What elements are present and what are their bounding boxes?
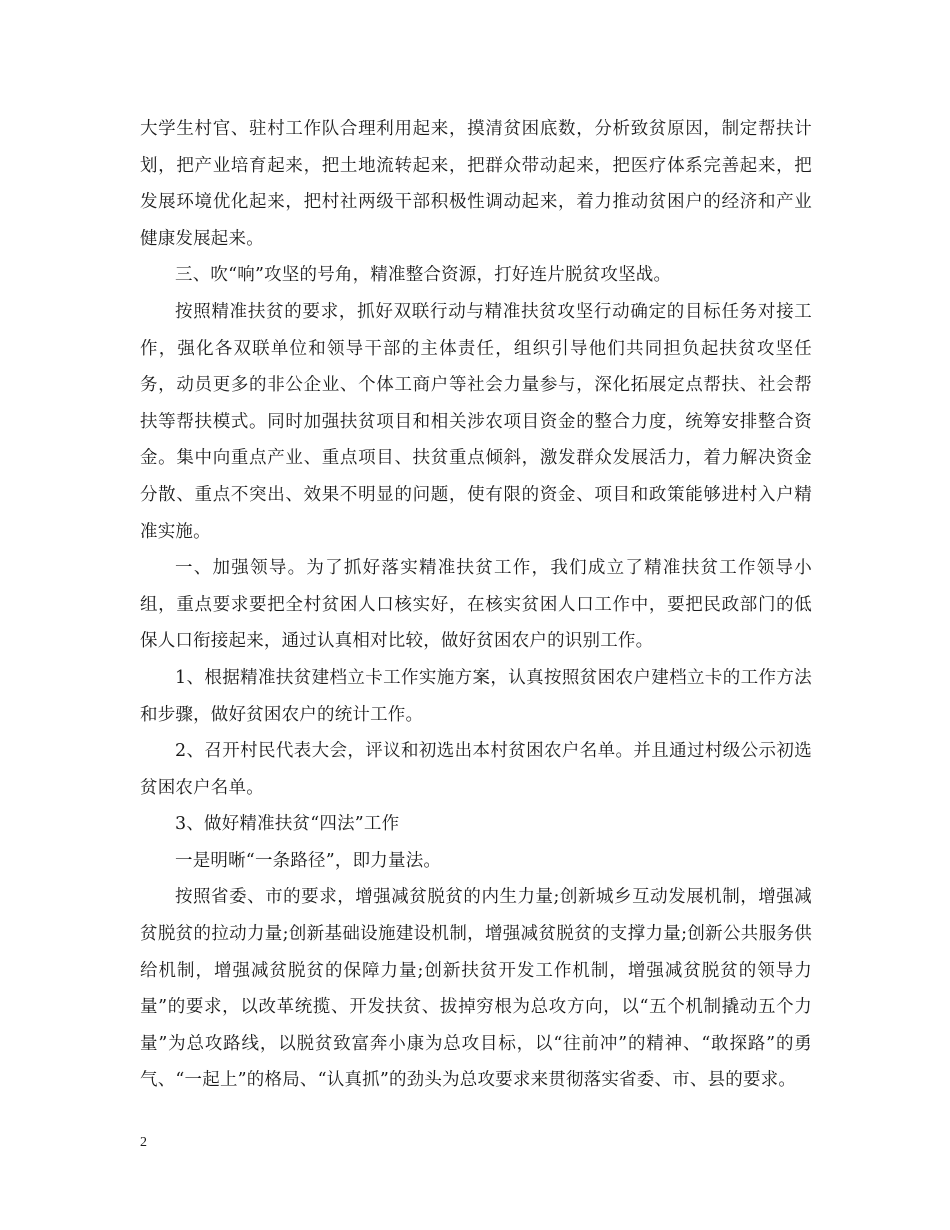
paragraph-2: 三、吹“响”攻坚的号角，精准整合资源，打好连片脱贫攻坚战。 bbox=[175, 265, 672, 286]
document-body bbox=[140, 111, 812, 1099]
paragraph-9: 按照省委、市的要求，增强减贫脱贫的内生力量;创新城乡互动发展机制，增强减贫脱贫的拉动力量;创新基础设施建设机制，增强减贫脱贫的支撑力量;创新公共服务供给机制，增强减贫脱贫的保障力量;创新扶贫开发工作机制，增强减贫脱贫的领导力量”的要求，以改革统揽、开发扶贫、拔掉穷根为总攻方向，以“五个机制撬动五个力量”为总攻路线，以脱贫致富奔小康为总攻目标，以“往前冲”的精神、“敢探路”的勇气、“一起上”的格局、“认真抓”的劲头为总攻要求来贯彻落实省委、市、县的要求。 bbox=[140, 887, 812, 1091]
paragraph-6: 2、召开村民代表大会，评议和初选出本村贫困农户名单。并且通过村级公示初选贫困农户名单。 bbox=[140, 741, 812, 798]
paragraph-5: 1、根据精准扶贫建档立卡工作实施方案，认真按照贫困农户建档立卡的工作方法和步骤，做好贫困农户的统计工作。 bbox=[140, 667, 812, 725]
paragraph-8: 一是明晰“一条路径”，即力量法。 bbox=[175, 850, 442, 871]
paragraph-3: 按照精准扶贫的要求，抓好双联行动与精准扶贫攻坚行动确定的目标任务对接工作，强化各双联单位和领导干部的主体责任，组织引导他们共同担负起扶贫攻坚任务，动员更多的非公企业、个体工商户等社会力量参与，深化拓展定点帮扶、社会帮扶等帮扶模式。同时加强扶贫项目和相关涉农项目资金的整合力度，统筹安排整合资金。集中向重点产业、重点项目、扶贫重点倾斜，激发群众发展活力，着力解决资金分散、重点不突出、效果不明显的问题，使有限的资金、项目和政策能够进村入户精准实施。 bbox=[140, 301, 812, 542]
paragraph-1: 大学生村官、驻村工作队合理利用起来，摸清贫困底数，分析致贫原因，制定帮扶计划，把产业培育起来，把土地流转起来，把群众带动起来，把医疗体系完善起来，把发展环境优化起来，把村社两级干部积极性调动起来，着力推动贫困户的经济和产业健康发展起来。 bbox=[140, 119, 812, 249]
paragraph-4: 一、加强领导。为了抓好落实精准扶贫工作，我们成立了精准扶贫工作领导小组，重点要求要把全村贫困人口核实好，在核实贫困人口工作中，要把民政部门的低保人口衔接起来，通过认真相对比较，做好贫困农户的识别工作。 bbox=[140, 558, 812, 652]
page-number: 2 bbox=[140, 1135, 147, 1150]
paragraph-7: 3、做好精准扶贫“四法”工作 bbox=[175, 814, 400, 835]
